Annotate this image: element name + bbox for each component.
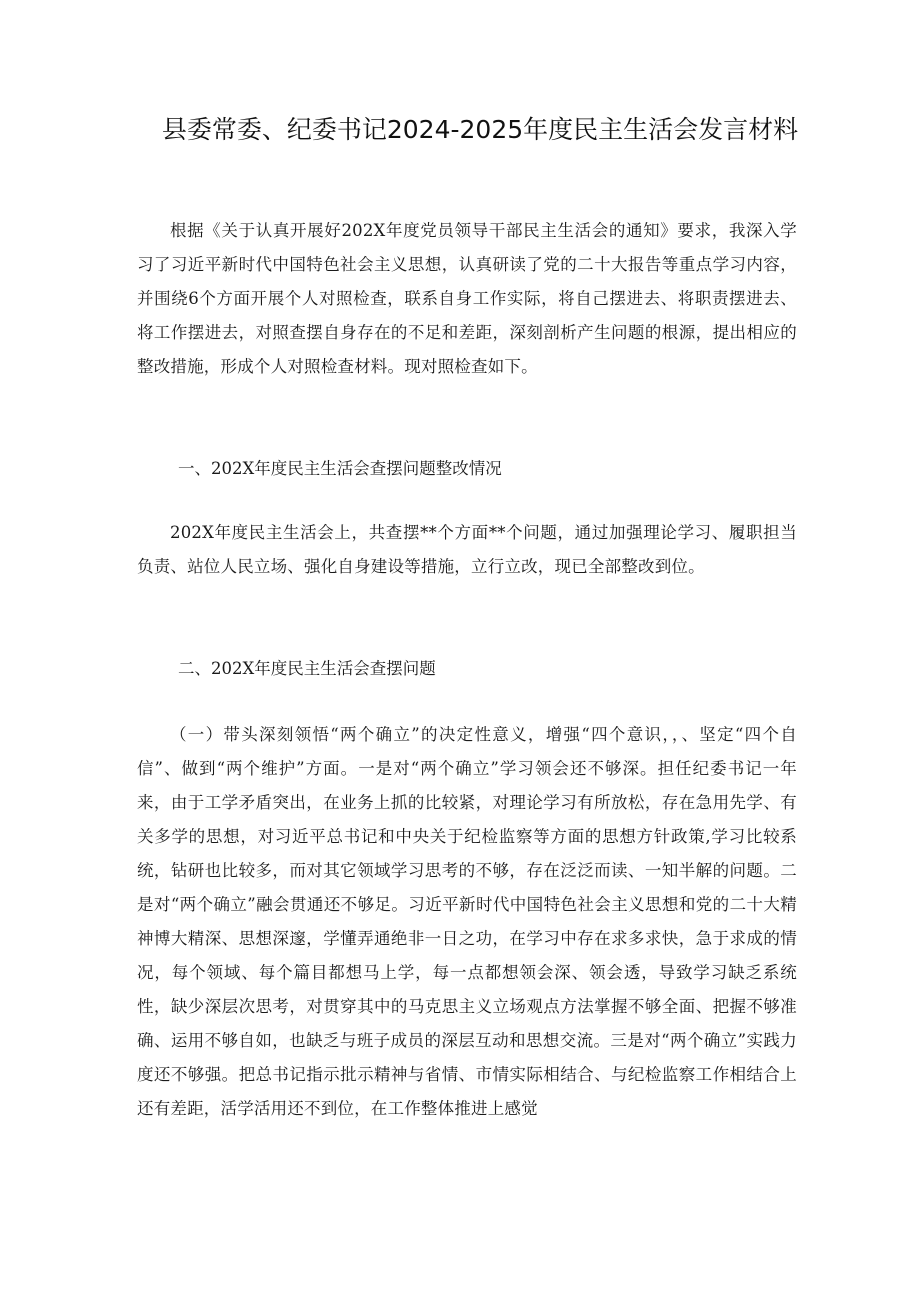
- intro-paragraph: 根据《关于认真开展好202X年度党员领导干部民主生活会的通知》要求，我深入学习了习近平新时代中国特色社会主义思想，认真研读了党的二十大报告等重点学习内容，并围绕6个方面开展个人对照检查，联系自身工作实际，将自己摆进去、将职责摆进去、将工作摆进去，对照查摆自身存在的不足和差距，深刻剖析产生问题的根源，提出相应的整改措施，形成个人对照检查材料。现对照检查如下。: [137, 221, 797, 376]
- document-title: 县委常委、纪委书记2024-2025年度民主生活会发言材料: [161, 115, 799, 144]
- section-2-paragraph: （一）带头深刻领悟“两个确立”的决定性意义，增强“四个意识，，、坚定“四个自信”、做到“两个维护”方面。一是对“两个确立”学习领会还不够深。担任纪委书记一年来，由于工学矛盾突出，在业务上抓的比较紧，对理论学习有所放松，存在急用先学、有关多学的思想，对习近平总书记和中央关于纪检监察等方面的思想方针政策,学习比较系统，钻研也比较多，而对其它领域学习思考的不够，存在泛泛而读、一知半解的问题。二是对“两个确立”融会贯通还不够足。习近平新时代中国特色社会主义思想和党的二十大精神博大精深、思想深邃，学懂弄通绝非一日之功，在学习中存在求多求快，急于求成的情况，每个领域、每个篇目都想马上学，每一点都想领会深、领会透，导致学习缺乏系统性，缺少深层次思考，对贯穿其中的马克思主义立场观点方法掌握不够全面、把握不够准确、运用不够自如，也缺乏与班子成员的深层互动和思想交流。三是对“两个确立”实践力度还不够强。把总书记指示批示精神与省情、市情实际相结合、与纪检监察工作相结合上还有差距，活学活用还不到位，在工作整体推进上感觉: [137, 725, 797, 1118]
- section-1-paragraph: 202X年度民主生活会上，共查摆**个方面**个问题，通过加强理论学习、履职担当负责、站位人民立场、强化自身建设等措施，立行立改，现已全部整改到位。: [137, 523, 797, 576]
- section-heading-2: 二、202X年度民主生活会查摆问题: [178, 659, 436, 678]
- section-heading-1: 一、202X年度民主生活会查摆问题整改情况: [178, 459, 502, 478]
